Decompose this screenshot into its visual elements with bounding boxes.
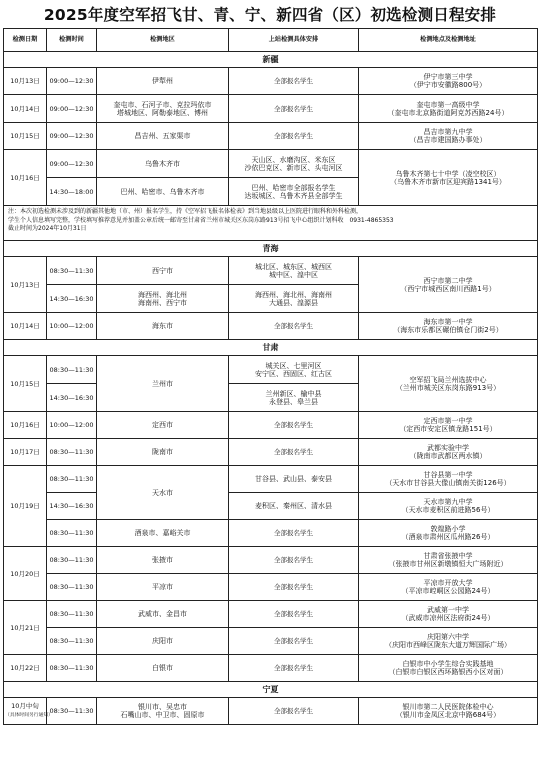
time-cell: 10:00—12:00 [47, 412, 97, 439]
site-cell: 敦煌路小学 （酒泉市肃州区瓜州路26号） [359, 520, 538, 547]
header-time: 检测时间 [47, 29, 97, 52]
region-ningxia: 宁夏 [4, 682, 538, 698]
arrangement-cell: 全部报名学生 [229, 123, 359, 150]
area-cell: 天水市 [97, 466, 229, 520]
date-cell: 10月22日 [4, 655, 47, 682]
date-cell: 10月20日 [4, 547, 47, 601]
site-cell: 银川市第二人民医院体检中心 （银川市金凤区北京中路684号） [359, 698, 538, 725]
arrangement-cell: 全部报名学生 [229, 439, 359, 466]
arrangement-cell: 全部报名学生 [229, 655, 359, 682]
time-cell: 14:30—18:00 [47, 178, 97, 206]
time-cell: 08:30—11:30 [47, 520, 97, 547]
area-cell: 定西市 [97, 412, 229, 439]
site-cell: 平凉市开放大学 （平凉市崆峒区公园路24号） [359, 574, 538, 601]
table-row [4, 439, 538, 466]
time-cell: 14:30—16:30 [47, 493, 97, 520]
area-cell: 平凉市 [97, 574, 229, 601]
arrangement-cell: 全部报名学生 [229, 628, 359, 655]
time-cell: 09:00—12:30 [47, 123, 97, 150]
time-cell: 10:00—12:00 [47, 313, 97, 340]
area-cell: 海东市 [97, 313, 229, 340]
header-date: 检测日期 [4, 29, 47, 52]
arrangement-cell: 兰州新区、榆中县 永登县、皋兰县 [229, 384, 359, 412]
time-cell: 14:30—16:30 [47, 384, 97, 412]
site-cell: 白银市中小学生综合实践基地 （白银市白银区西环路银西小区对面） [359, 655, 538, 682]
table-row [4, 150, 538, 178]
time-cell: 08:30—11:30 [47, 356, 97, 384]
time-cell: 08:30—11:30 [47, 439, 97, 466]
date-cell: 10月21日 [4, 601, 47, 655]
region-row-qinghai [4, 241, 538, 257]
area-cell: 兰州市 [97, 356, 229, 412]
site-cell: 乌鲁木齐第七十中学（凌空校区） （乌鲁木齐市新市区迎宾路1341号） [359, 150, 538, 206]
time-cell: 08:30—11:30 [47, 655, 97, 682]
time-cell: 08:30—11:30 [47, 601, 97, 628]
area-cell: 银川市、吴忠市 石嘴山市、中卫市、固原市 [97, 698, 229, 725]
area-cell: 酒泉市、嘉峪关市 [97, 520, 229, 547]
site-cell: 定西市第一中学 （定西市安定区镇龙路151号） [359, 412, 538, 439]
table-header-row [4, 29, 538, 52]
region-row-ningxia [4, 682, 538, 698]
site-cell: 昌吉市第九中学 （昌吉市建国路办事处） [359, 123, 538, 150]
region-gansu: 甘肃 [4, 340, 538, 356]
table-row [4, 68, 538, 95]
arrangement-cell: 海西州、海北州、海南州 大通县、湟源县 [229, 285, 359, 313]
area-cell: 武威市、金昌市 [97, 601, 229, 628]
area-cell: 海西州、海北州 海南州、西宁市 [97, 285, 229, 313]
date-cell: 10月16日 [4, 412, 47, 439]
date-cell: 10月19日 [4, 466, 47, 547]
arrangement-cell: 全部报名学生 [229, 68, 359, 95]
area-cell: 奎屯市、石河子市、克拉玛依市 塔城地区、阿勒泰地区、博州 [97, 95, 229, 123]
time-cell: 09:00—12:30 [47, 150, 97, 178]
arrangement-cell: 甘谷县、武山县、泰安县 [229, 466, 359, 493]
site-cell: 甘谷县第一中学 （天水市甘谷县大像山镇南关街126号） [359, 466, 538, 493]
date-cell: 10月14日 [4, 313, 47, 340]
site-cell: 甘肃省张掖中学 （张掖市甘州区新墩镇恒大广场附近） [359, 547, 538, 574]
table-row [4, 698, 538, 725]
table-row [4, 655, 538, 682]
site-cell: 伊宁市第三中学 （伊宁市安徽路800号） [359, 68, 538, 95]
area-cell: 伊犁州 [97, 68, 229, 95]
area-cell: 白银市 [97, 655, 229, 682]
site-cell: 海东市第一中学 （海东市乐都区碾伯镇仓门街2号） [359, 313, 538, 340]
region-xinjiang: 新疆 [4, 52, 538, 68]
table-row [4, 313, 538, 340]
table-row [4, 356, 538, 384]
site-cell: 武威第一中学 （武威市凉州区法府街24号） [359, 601, 538, 628]
date-cell: 10月17日 [4, 439, 47, 466]
site-cell: 武都实验中学 （陇南市武都区两水镇） [359, 439, 538, 466]
arrangement-cell: 全部报名学生 [229, 412, 359, 439]
site-cell: 空军招飞局兰州选拔中心 （兰州市城关区东岗东路913号） [359, 356, 538, 412]
table-row [4, 95, 538, 123]
arrangement-cell: 全部报名学生 [229, 698, 359, 725]
arrangement-cell: 全部报名学生 [229, 520, 359, 547]
arrangement-cell: 全部报名学生 [229, 601, 359, 628]
date-cell: 10月13日 [4, 68, 47, 95]
area-cell: 西宁市 [97, 257, 229, 285]
table-row [4, 547, 538, 574]
arrangement-cell: 全部报名学生 [229, 313, 359, 340]
arrangement-cell: 城北区、城东区、城西区 城中区、湟中区 [229, 257, 359, 285]
arrangement-cell: 天山区、水磨沟区、米东区 沙依巴克区、新市区、头屯河区 [229, 150, 359, 178]
table-row [4, 123, 538, 150]
time-cell: 08:30—11:30 [47, 257, 97, 285]
site-cell: 奎屯市第一高级中学 （奎屯市北京路街道阿克苏西路24号） [359, 95, 538, 123]
note-cell: 注：本次初选检测未涉及到的新疆其他地（市、州）报名学生，持《空军招飞报名体检表》到当地县级以上医院进行眼科和外科检测， 学生个人信息填写完整，学校填写推荐意见并加盖公章后统一邮寄至甘肃省兰州市城关区东岗东路913号招飞中心组织计划科收 0931-4865353 截止时间为2024年10月31日 [4, 206, 538, 241]
site-cell: 庆阳第六中学 （庆阳市西峰区陇东大道万辉国际广场） [359, 628, 538, 655]
region-row-gansu [4, 340, 538, 356]
table-row [4, 412, 538, 439]
time-cell: 08:30—11:30 [47, 698, 97, 725]
arrangement-cell: 全部报名学生 [229, 574, 359, 601]
time-cell: 08:30—11:30 [47, 547, 97, 574]
arrangement-cell: 巴州、哈密市全部报名学生 达坂城区、乌鲁木齐县全部学生 [229, 178, 359, 206]
area-cell: 乌鲁木齐市 [97, 150, 229, 178]
page-title: 2025年度空军招飞甘、青、宁、新四省（区）初选检测日程安排 [43, 6, 497, 24]
date-cell: 10月15日 [4, 356, 47, 412]
header-site: 检测地点及检测地址 [359, 29, 538, 52]
date-cell: 10月16日 [4, 150, 47, 206]
area-cell: 陇南市 [97, 439, 229, 466]
site-cell: 西宁市第二中学 （西宁市城西区南川西路1号） [359, 257, 538, 313]
arrangement-cell: 城关区、七里河区 安宁区、西固区、红古区 [229, 356, 359, 384]
table-row [4, 574, 538, 601]
time-cell: 08:30—11:30 [47, 628, 97, 655]
table-row [4, 466, 538, 493]
area-cell: 昌吉州、五家渠市 [97, 123, 229, 150]
region-qinghai: 青海 [4, 241, 538, 257]
region-row-xinjiang [4, 52, 538, 68]
area-cell: 张掖市 [97, 547, 229, 574]
time-cell: 08:30—11:30 [47, 574, 97, 601]
table-row [4, 628, 538, 655]
date-cell: 10月中旬 （具体时间另行通知） [4, 698, 47, 725]
area-cell: 庆阳市 [97, 628, 229, 655]
note-row [4, 206, 538, 241]
table-row [4, 601, 538, 628]
table-row [4, 520, 538, 547]
time-cell: 09:00—12:30 [47, 68, 97, 95]
schedule-table [3, 28, 538, 725]
arrangement-cell: 全部报名学生 [229, 547, 359, 574]
site-cell: 天水市第九中学 （天水市麦积区前进路56号） [359, 493, 538, 520]
area-cell: 巴州、哈密市、乌鲁木齐市 [97, 178, 229, 206]
table-row [4, 257, 538, 285]
date-cell: 10月15日 [4, 123, 47, 150]
header-area: 检测地区 [97, 29, 229, 52]
date-cell: 10月14日 [4, 95, 47, 123]
table-row [4, 493, 538, 520]
time-cell: 08:30—11:30 [47, 466, 97, 493]
arrangement-cell: 麦积区、秦州区、清水县 [229, 493, 359, 520]
time-cell: 09:00—12:30 [47, 95, 97, 123]
arrangement-cell: 全部报名学生 [229, 95, 359, 123]
header-arrangement: 上站检测具体安排 [229, 29, 359, 52]
time-cell: 14:30—16:30 [47, 285, 97, 313]
date-cell: 10月13日 [4, 257, 47, 313]
